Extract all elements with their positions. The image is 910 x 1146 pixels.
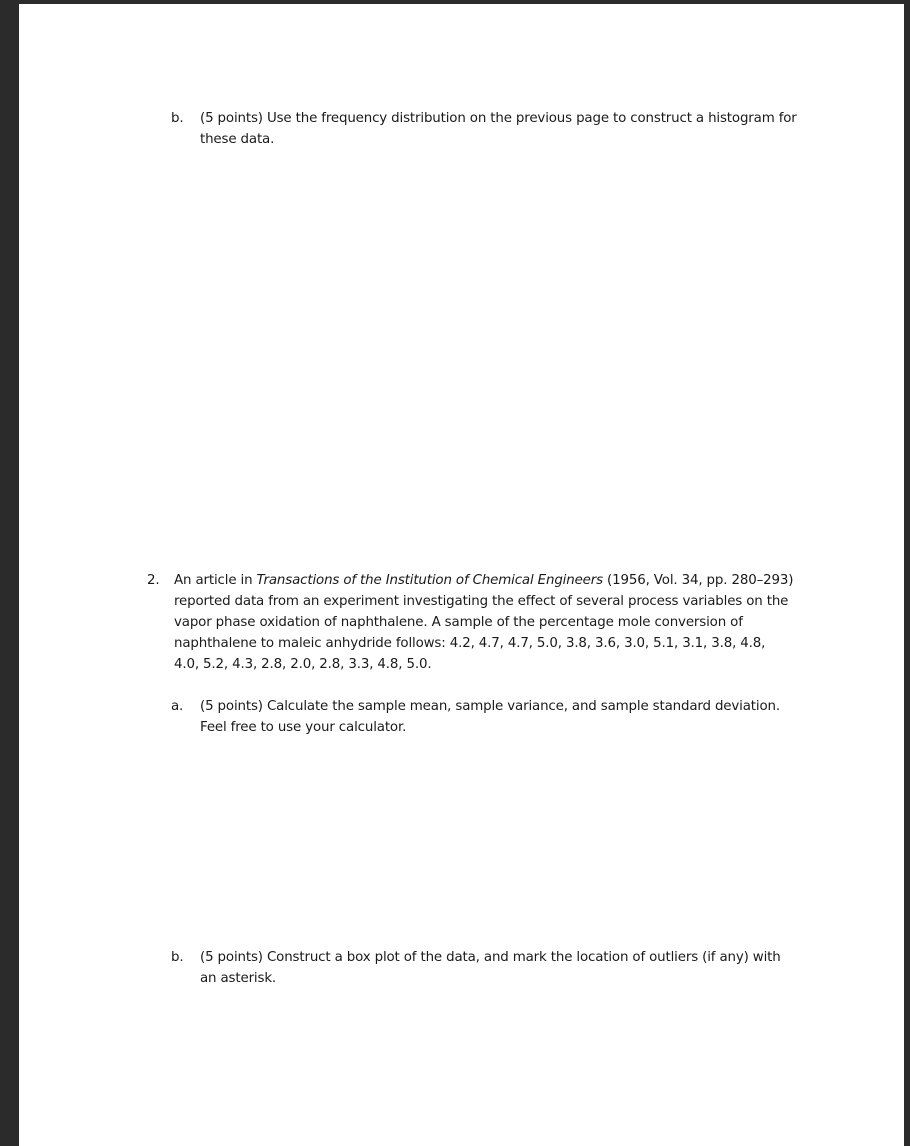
question-2-text-after: (1956, Vol. 34, pp. 280–293) reported data from an experiment investigating the effect of several process variables on the vapor phase oxidation of naphthalene. A sample of the percentage mole conversion of naphthalene to maleic anhydride follows: 4.2, 4.7, 4.7, 5.0, 3.8, 3.6, 3.0, 5.1, 3.1, 3.8, 4.8, 4.0, 5.2, 4.3, 2.8, 2.0, 2.8, 3.3, 4.8, 5.0.: [174, 573, 794, 672]
question-2-text: [174, 570, 794, 675]
question-2a: [171, 696, 831, 738]
journal-title: Transactions of the Institution of Chemical Engineers: [256, 573, 603, 588]
question-2-marker: 2.: [147, 573, 160, 588]
question-2: [147, 570, 807, 675]
question-2a-marker: a.: [171, 699, 184, 714]
question-2b-text: (5 points) Construct a box plot of the data, and mark the location of outliers (if any) with an asterisk.: [200, 950, 781, 986]
question-2b-marker: b.: [171, 950, 184, 965]
question-1b-marker: b.: [171, 111, 184, 126]
question-2-text-before: An article in: [174, 573, 257, 588]
question-2a-text: (5 points) Calculate the sample mean, sample variance, and sample standard deviation. Feel free to use your calculator.: [200, 699, 780, 735]
question-2b: [171, 947, 831, 989]
question-1b-text: (5 points) Use the frequency distribution on the previous page to construct a histogram for these data.: [200, 111, 797, 147]
question-1b: [171, 108, 821, 150]
document-page: [19, 4, 904, 1146]
